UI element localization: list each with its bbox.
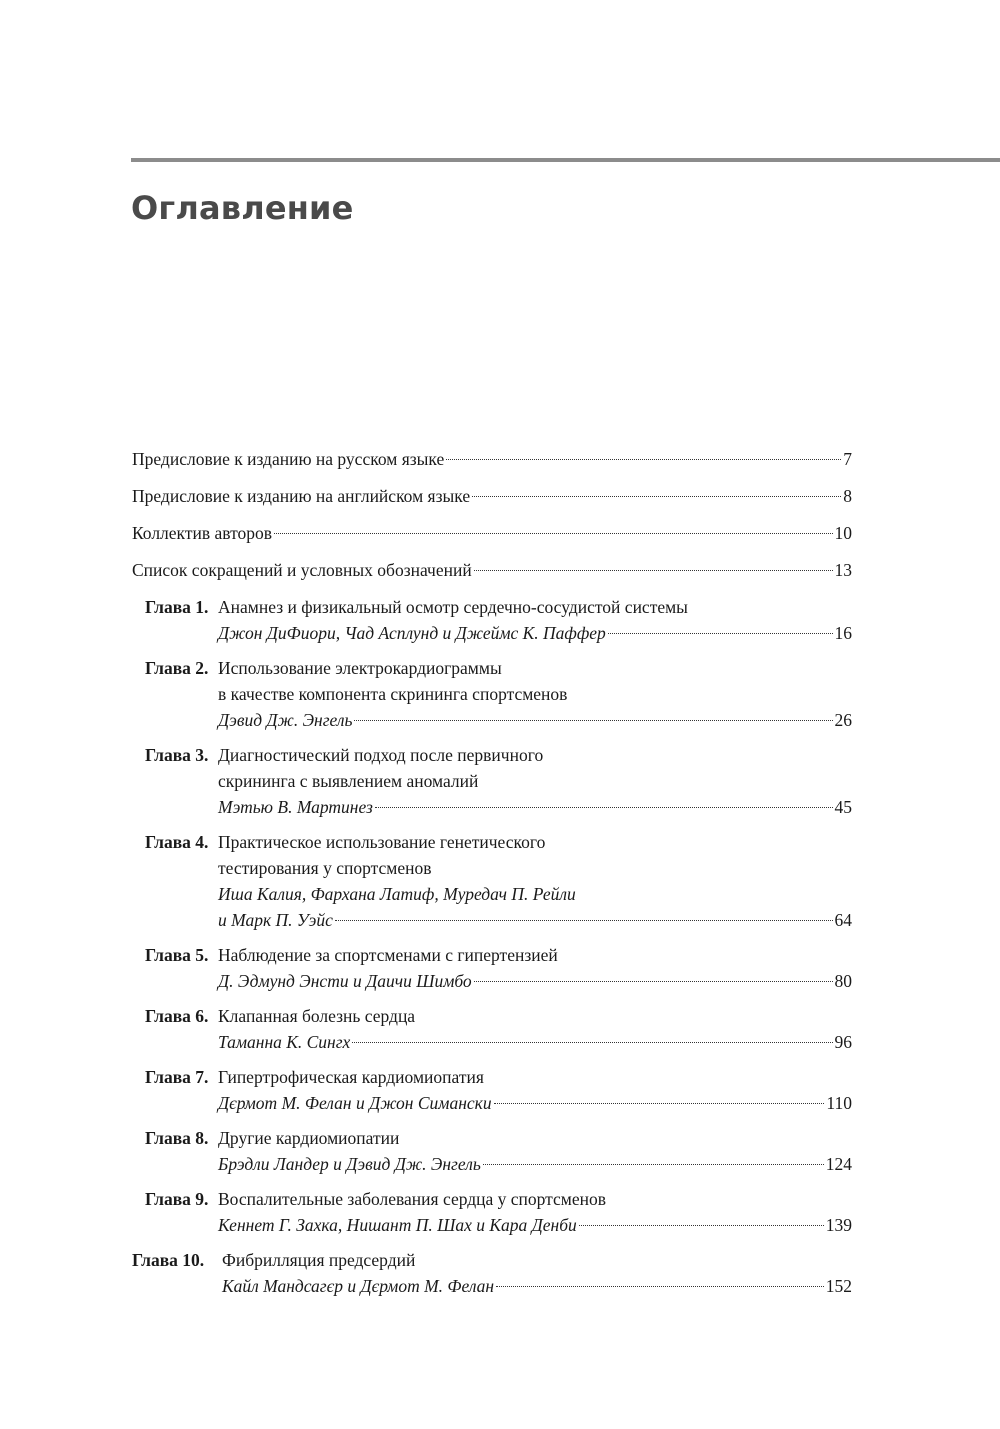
chapter-title: Другие кардиомиопатии <box>218 1128 400 1148</box>
chapter-entry[interactable] <box>132 1064 852 1116</box>
page-title: Оглавление <box>131 189 354 227</box>
chapter-authors: Джон ДиФиори, Чад Асплунд и Джеймс К. Паффер <box>218 623 606 643</box>
chapter-authors: Дєрмот М. Фелан и Джон Симански <box>218 1093 492 1113</box>
chapter-title: Анамнез и физикальный осмотр сердечно-сосудистой системы <box>218 597 688 617</box>
toc-entry[interactable] <box>132 483 852 509</box>
chapter-authors: и Марк П. Уэйс <box>218 910 333 930</box>
chapter-body <box>218 1003 852 1055</box>
page-number: 139 <box>825 1215 852 1235</box>
chapter-label: Глава 3. <box>145 745 209 765</box>
chapter-entry[interactable] <box>132 594 852 646</box>
chapter-label: Глава 6. <box>145 1006 209 1026</box>
table-of-contents <box>132 446 852 1308</box>
chapter-entry[interactable] <box>132 742 852 820</box>
chapter-label: Глава 10. <box>132 1250 205 1270</box>
toc-line <box>218 794 852 820</box>
page-number: 152 <box>825 1276 852 1296</box>
leader-dots <box>274 533 833 534</box>
chapter-entry[interactable] <box>132 1003 852 1055</box>
chapter-title: Фибрилляция предсердий <box>222 1250 416 1270</box>
leader-dots <box>496 1286 824 1287</box>
chapter-authors: Иша Калия, Фархана Латиф, Муредач П. Рейли <box>218 884 576 904</box>
toc-entry[interactable] <box>132 446 852 472</box>
entry-title: Предисловие к изданию на русском языке <box>132 449 445 469</box>
chapter-title: Использование электрокардиограммы <box>218 658 502 678</box>
toc-entry[interactable] <box>132 557 852 583</box>
chapter-body <box>218 1125 852 1177</box>
page-number: 110 <box>826 1093 852 1113</box>
chapter-title: в качестве компонента скрининга спортсменов <box>218 684 568 704</box>
chapter-body <box>218 594 852 646</box>
chapter-body <box>218 829 852 933</box>
leader-dots <box>354 720 832 721</box>
chapter-body <box>218 742 852 820</box>
leader-dots <box>375 807 833 808</box>
page-number: 124 <box>825 1154 852 1174</box>
page-number: 10 <box>834 523 852 543</box>
toc-line <box>218 1029 852 1055</box>
leader-dots <box>446 459 841 460</box>
chapter-label: Глава 2. <box>145 658 209 678</box>
chapter-authors: Кайл Мандсагєр и Дєрмот М. Фелан <box>222 1276 495 1296</box>
chapter-label: Глава 9. <box>145 1189 209 1209</box>
toc-line <box>218 1090 852 1116</box>
leader-dots <box>335 920 833 921</box>
chapter-title: тестирования у спортсменов <box>218 858 432 878</box>
chapter-body <box>218 655 852 733</box>
chapter-title: Практическое использование генетического <box>218 832 546 852</box>
page-number: 16 <box>834 623 852 643</box>
top-rule <box>131 158 1000 162</box>
toc-line <box>218 1151 852 1177</box>
leader-dots <box>579 1225 824 1226</box>
chapter-authors: Брэдли Ландер и Дэвид Дж. Энгель <box>218 1154 481 1174</box>
page-number: 7 <box>843 449 852 469</box>
toc-line <box>222 1273 852 1299</box>
toc-line <box>132 520 852 546</box>
entry-title: Предисловие к изданию на английском языке <box>132 486 471 506</box>
leader-dots <box>483 1164 824 1165</box>
leader-dots <box>352 1042 832 1043</box>
chapter-label: Глава 1. <box>145 597 209 617</box>
entry-title: Список сокращений и условных обозначений <box>132 560 472 580</box>
page-number: 8 <box>843 486 852 506</box>
toc-line <box>218 907 852 933</box>
entry-title: Коллектив авторов <box>132 523 272 543</box>
toc-entry[interactable] <box>132 520 852 546</box>
chapter-label: Глава 7. <box>145 1067 209 1087</box>
chapter-body <box>218 1064 852 1116</box>
page-number: 13 <box>834 560 852 580</box>
leader-dots <box>494 1103 825 1104</box>
toc-line <box>132 483 852 509</box>
page-number: 64 <box>834 910 852 930</box>
chapter-label: Глава 5. <box>145 945 209 965</box>
chapter-entry[interactable] <box>132 1186 852 1238</box>
chapter-title: Клапанная болезнь сердца <box>218 1006 416 1026</box>
leader-dots <box>474 570 833 571</box>
toc-line <box>218 1212 852 1238</box>
page-number: 80 <box>834 971 852 991</box>
chapter-authors: Дэвид Дж. Энгель <box>218 710 353 730</box>
chapter-body <box>218 1186 852 1238</box>
chapter-title: Гипертрофическая кардиомиопатия <box>218 1067 484 1087</box>
chapter-entry[interactable] <box>132 1125 852 1177</box>
chapter-title: Наблюдение за спортсменами с гипертензией <box>218 945 558 965</box>
leader-dots <box>474 981 833 982</box>
chapter-title: скрининга с выявлением аномалий <box>218 771 479 791</box>
toc-line <box>132 557 852 583</box>
chapter-authors: Мэтью В. Мартинез <box>218 797 373 817</box>
page-number: 45 <box>834 797 852 817</box>
toc-line <box>218 707 852 733</box>
chapter-entry[interactable] <box>132 829 852 933</box>
chapter-authors: Д. Эдмунд Энсти и Даичи Шимбо <box>218 971 472 991</box>
chapter-entry[interactable] <box>132 942 852 994</box>
chapter-body <box>218 942 852 994</box>
leader-dots <box>608 633 833 634</box>
chapter-title: Диагностический подход после первичного <box>218 745 544 765</box>
chapter-entry[interactable] <box>132 1247 852 1299</box>
chapter-body <box>222 1247 852 1299</box>
chapter-authors: Таманна К. Сингх <box>218 1032 351 1052</box>
toc-line <box>132 446 852 472</box>
chapter-entry[interactable] <box>132 655 852 733</box>
chapter-authors: Кеннет Г. Захка, Нишант П. Шах и Кара Денби <box>218 1215 577 1235</box>
toc-line <box>218 968 852 994</box>
leader-dots <box>472 496 841 497</box>
page-number: 96 <box>834 1032 852 1052</box>
page-number: 26 <box>834 710 852 730</box>
chapter-title: Воспалительные заболевания сердца у спортсменов <box>218 1189 607 1209</box>
toc-line <box>218 620 852 646</box>
chapter-label: Глава 8. <box>145 1128 209 1148</box>
chapter-label: Глава 4. <box>145 832 209 852</box>
